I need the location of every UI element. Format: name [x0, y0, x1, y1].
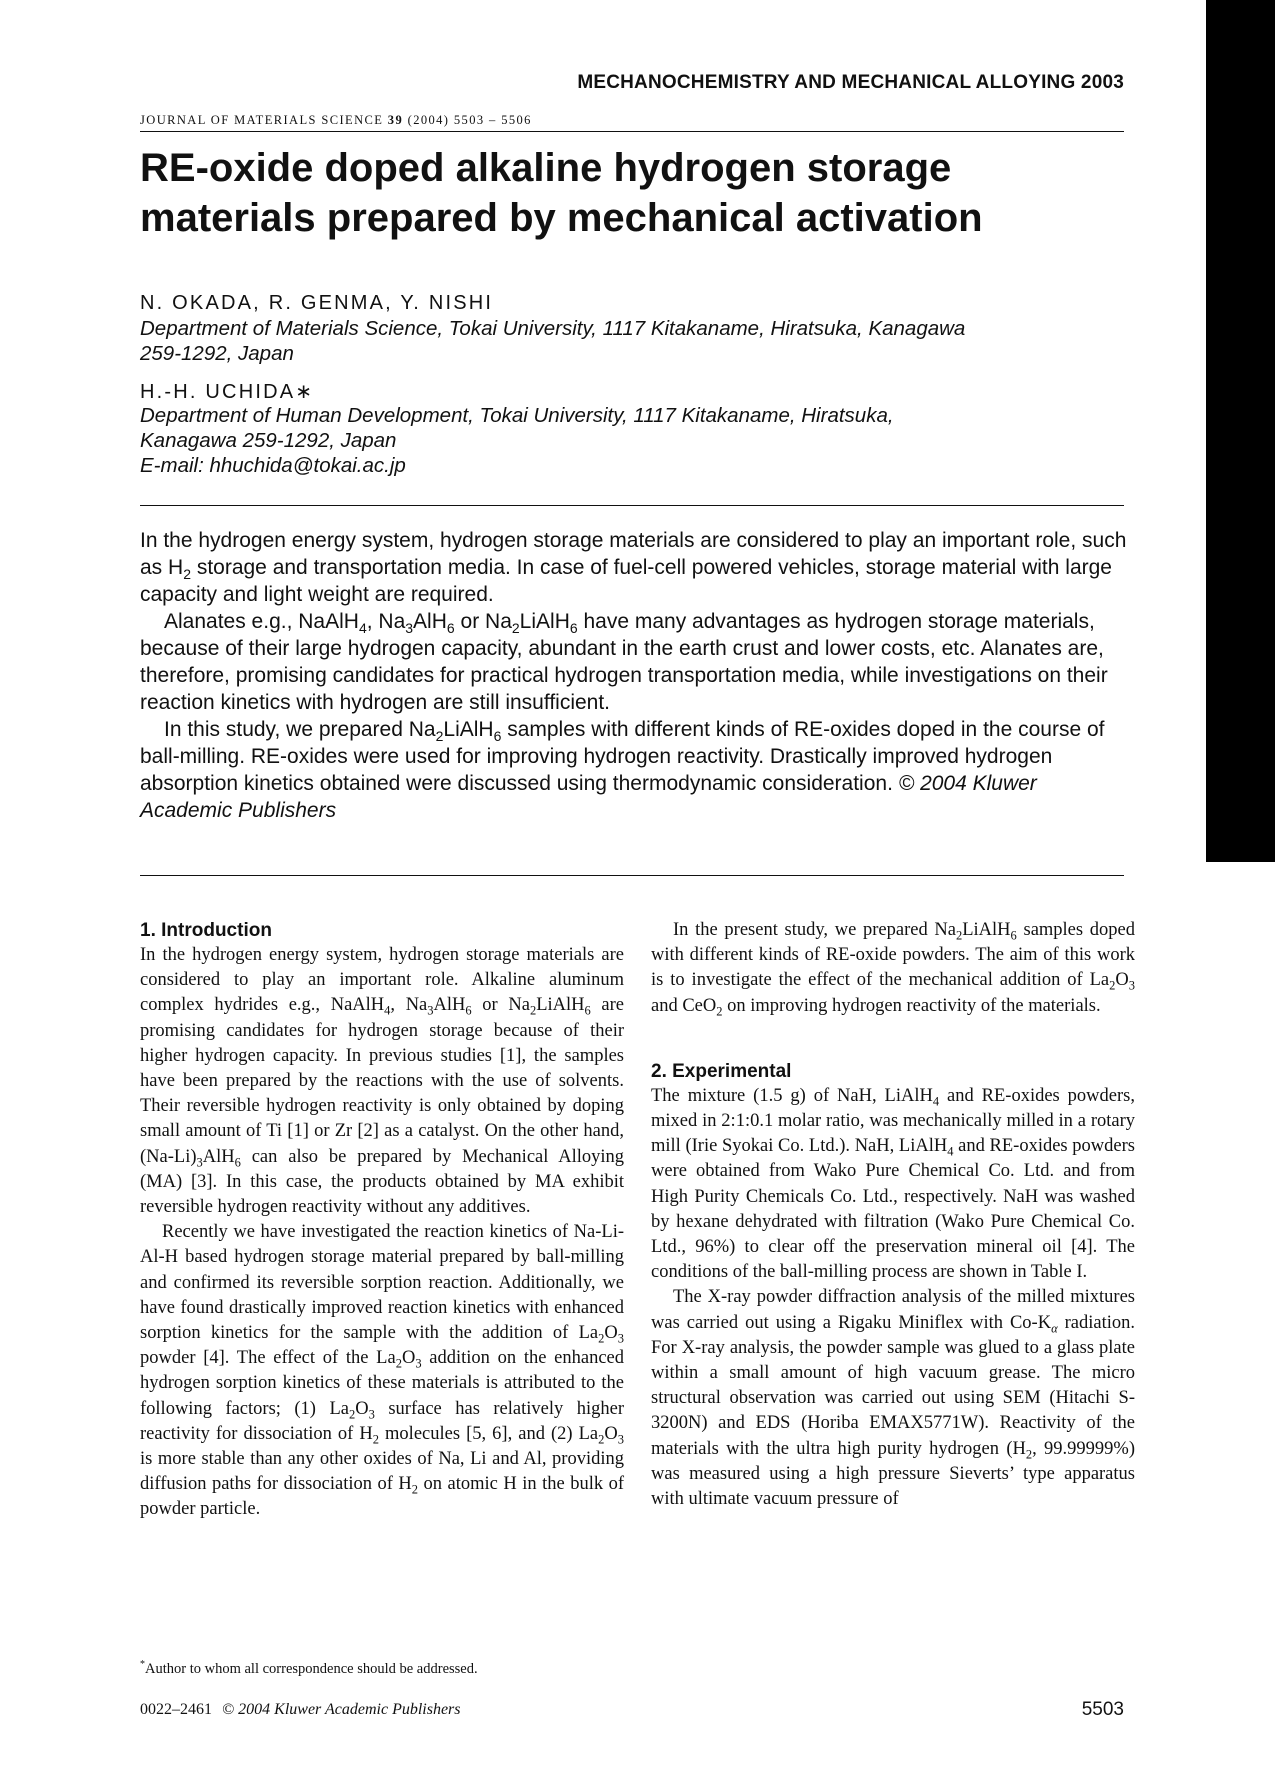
present-study-paragraph: In the present study, we prepared $Na_2LiAlH_6$ samples doped with different kinds of RE-oxide powders. The aim of this work is to investigate the effect of the mechanical addition of $La_2O_3$ and CeO$_2$ on improving hydrogen reactivity of the materials. — [651, 920, 1136, 1019]
experimental-heading: 2. Experimental — [651, 1060, 792, 1082]
article-title — [140, 143, 1120, 243]
introduction-heading: 1. Introduction — [140, 920, 272, 941]
abstract — [140, 527, 1130, 824]
affiliation-1: Department of Materials Science, Tokai University, 1117 Kitakaname, Hiratsuka, Kanagawa 259-1292, Japan — [140, 317, 966, 365]
abstract-top-rule — [140, 505, 1124, 506]
affiliation-2: Department of Human Development, Tokai University, 1117 Kitakaname, Hiratsuka, Kanagawa 259-1292, Japan E-mail: hhuchida@tokai.ac.jp — [140, 404, 894, 477]
author-names-1: N. OKADA, R. GENMA, Y. NISHI — [140, 292, 494, 314]
header-rule — [140, 131, 1124, 132]
abstract-paragraph-3: In this study, we prepared $Na_2LiAlH_6$ samples with different kinds of RE-oxides doped in the course of ball-milling. RE-oxides were used for improving hydrogen reactivity. Drastically improved hydrogen absorption kinetics obtained were discussed using thermodynamic consideration. © 2004 Kluwer Academic Publishers — [140, 718, 1105, 822]
abstract-paragraph-1: In the hydrogen energy system, hydrogen storage materials are considered to play an important role, such as $H_2$ storage and transportation media. In case of fuel-cell powered vehicles, storage material with large capacity and light weight are required. — [140, 529, 1127, 606]
journal-citation — [140, 113, 532, 128]
title-line-2: materials prepared by mechanical activation — [140, 196, 983, 240]
journal-volume: 39 — [387, 113, 404, 127]
experimental-paragraph-2: The X-ray powder diffraction analysis of the milled mixtures was carried out using a Rigaku Miniflex with $Co-K_\alpha$ radiation. For X-ray analysis, the powder sample was glued to a glass plate within a small amount of high vacuum grease. The micro structural observation was carried out using SEM (Hitachi S-3200N) and EDS (Horiba EMAX5771W). Reactivity of the materials with the ultra high purity hydrogen ($H_2$, 99.99999%) was measured using a high pressure Sieverts’ type apparatus with ultimate vacuum pressure of — [651, 1287, 1135, 1510]
introduction-paragraph-2: Recently we have investigated the reaction kinetics of Na-Li-Al-H based hydrogen storage material prepared by ball-milling and confirmed its reversible sorption reaction. Additionally, we have found drastically improved reaction kinetics with enhanced sorption kinetics for the sample with the addition of $La_2O_3$ powder [4]. The effect of the $La_2O_3$ addition on the enhanced hydrogen sorption kinetics of these materials is attributed to the following factors; (1) $La_2O_3$ surface has relatively higher reactivity for dissociation of $H_2$ molecules [5, 6], and (2) $La_2O_3$ is more stable than any other oxides of Na, Li and Al, providing diffusion paths for dissociation of $H_2$ on atomic H in the bulk of powder particle. — [140, 1222, 625, 1520]
footer-issn: 0022–2461 — [140, 1701, 212, 1718]
author-names-2: H.-H. UCHIDA∗ — [140, 381, 315, 403]
journal-name: JOURNAL OF MATERIALS SCIENCE — [140, 113, 384, 127]
page-number: 5503 — [1081, 1699, 1124, 1720]
page-edge-tab — [1206, 0, 1275, 862]
journal-year-pages: (2004) 5503 – 5506 — [407, 113, 532, 127]
experimental-paragraph-1: The mixture (1.5 g) of NaH, LiAlH$_4$ and RE-oxides powders, mixed in 2:1:0.1 molar ratio, was mechanically milled in a rotary mill (Irie Syokai Co. Ltd.). NaH, LiAlH$_4$ and RE-oxides powders were obtained from Wako Pure Chemical Co. Ltd. and from High Purity Chemicals Co. Ltd., respectively. NaH was washed by hexane dehydrated with filtration (Wako Pure Chemical Co. Ltd., 96%) to clear off the preservation mineral oil [4]. The conditions of the ball-milling process are shown in Table I. — [651, 1085, 1135, 1283]
left-column — [140, 918, 624, 1523]
right-column — [651, 918, 1135, 1512]
footer-copyright: © 2004 Kluwer Academic Publishers — [222, 1701, 461, 1718]
title-line-1: RE-oxide doped alkaline hydrogen storage — [140, 146, 952, 190]
abstract-bottom-rule — [140, 875, 1124, 876]
footnote-text: Author to whom all correspondence should be addressed. — [145, 1660, 478, 1677]
footnote — [140, 1659, 478, 1678]
footnote-mark: * — [140, 1659, 145, 1670]
footer-citation — [140, 1701, 461, 1719]
abstract-paragraph-2: Alanates e.g., NaAlH$_4$, $Na_3AlH_6$ or $Na_2LiAlH_6$ have many advantages as hydrogen storage materials, because of their large hydrogen capacity, abundant in the earth crust and lower costs, etc. Alanates are, therefore, promising candidates for practical hydrogen transportation media, while investigations on their reaction kinetics with hydrogen are still insufficient. — [140, 610, 1108, 714]
introduction-paragraph-1: In the hydrogen energy system, hydrogen storage materials are considered to play an important role. Alkaline aluminum complex hydrides e.g., NaAlH$_4$, $Na_3AlH_6$ or $Na_2LiAlH_6$ are promising candidates for hydrogen storage because of their higher hydrogen capacity. In previous studies [1], the samples have been prepared by the reactions with the use of solvents. Their reversible hydrogen reactivity is only obtained by doping small amount of Ti [1] or Zr [2] as a catalyst. On the other hand, $(Na-Li)_3AlH_6$ can also be prepared by Mechanical Alloying (MA) [3]. In this case, the products obtained by MA exhibit reversible hydrogen reactivity without any additives. — [140, 945, 624, 1218]
series-title: MECHANOCHEMISTRY AND MECHANICAL ALLOYING 2003 — [577, 72, 1124, 93]
abstract-copyright: © 2004 Kluwer Academic Publishers — [140, 772, 1037, 822]
